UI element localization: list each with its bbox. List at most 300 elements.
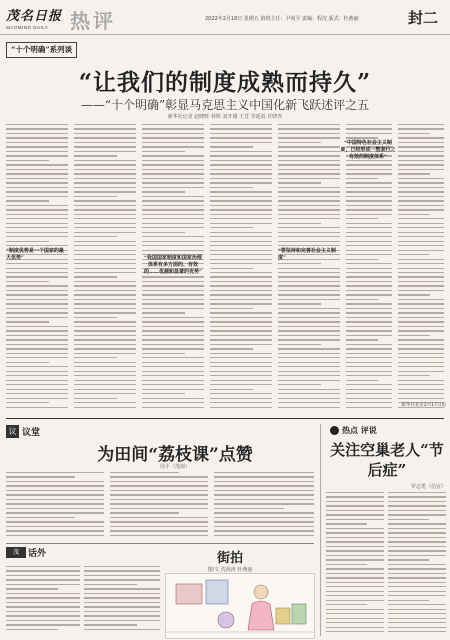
text-line — [84, 584, 137, 585]
text-line — [6, 241, 49, 242]
text-line — [388, 523, 446, 524]
text-line — [74, 173, 136, 174]
text-line — [398, 146, 444, 147]
text-line — [84, 579, 160, 580]
text-line — [210, 146, 253, 147]
text-line — [6, 124, 68, 125]
text-line — [326, 582, 384, 583]
text-line — [6, 276, 68, 277]
text-line — [6, 290, 68, 291]
text-line — [6, 579, 80, 580]
text-line — [388, 600, 429, 601]
text-line — [142, 191, 185, 192]
text-line — [6, 227, 68, 228]
text-line — [398, 357, 444, 358]
text-line — [210, 137, 272, 138]
text-line — [210, 371, 272, 372]
text-line — [346, 371, 392, 372]
text-line — [398, 151, 444, 152]
text-line — [388, 591, 446, 592]
text-line — [6, 209, 68, 210]
text-line — [74, 335, 136, 336]
text-line — [142, 173, 204, 174]
series-tag: “十个明确”系列谈 — [6, 42, 77, 58]
text-line — [142, 218, 204, 219]
text-line — [110, 490, 208, 491]
text-line — [6, 263, 68, 264]
text-line — [74, 348, 136, 349]
text-line — [210, 272, 272, 273]
text-line — [210, 218, 272, 219]
text-line — [346, 290, 392, 291]
text-line — [346, 232, 392, 233]
text-line — [142, 182, 204, 183]
text-line — [326, 559, 384, 560]
text-line — [142, 353, 185, 354]
text-line — [398, 321, 444, 322]
text-line — [74, 263, 136, 264]
text-line — [210, 330, 272, 331]
text-line — [84, 624, 137, 625]
text-line — [142, 389, 204, 390]
text-line — [388, 541, 446, 542]
text-line — [142, 200, 204, 201]
text-line — [74, 357, 117, 358]
text-line — [74, 178, 136, 179]
text-line — [142, 375, 204, 376]
text-line — [210, 151, 272, 152]
text-line — [142, 362, 204, 363]
text-line — [398, 250, 444, 251]
text-line — [142, 371, 204, 372]
text-line — [210, 384, 272, 385]
text-line — [210, 303, 272, 304]
text-line — [74, 151, 136, 152]
text-line — [74, 326, 136, 327]
text-line — [346, 330, 392, 331]
text-line — [278, 164, 340, 165]
text-line — [74, 232, 136, 233]
text-line — [388, 496, 446, 497]
text-line — [398, 178, 444, 179]
text-line — [6, 285, 68, 286]
text-line — [398, 290, 444, 291]
text-line — [346, 196, 392, 197]
text-line — [346, 348, 392, 349]
text-line — [6, 160, 49, 161]
text-line — [210, 209, 272, 210]
text-line — [346, 344, 392, 345]
text-line — [278, 276, 340, 277]
text-line — [214, 526, 314, 527]
text-line — [210, 357, 272, 358]
text-line — [388, 568, 446, 569]
text-line — [6, 196, 68, 197]
text-line — [346, 281, 392, 282]
text-line — [210, 173, 272, 174]
text-line — [74, 124, 136, 125]
opinion-icon: 议 — [6, 425, 19, 438]
text-line — [74, 137, 136, 138]
text-line — [74, 268, 136, 269]
text-line — [278, 317, 340, 318]
text-line — [326, 577, 384, 578]
text-line — [278, 245, 340, 246]
text-line — [346, 317, 392, 318]
text-line — [346, 218, 378, 219]
text-line — [346, 227, 392, 228]
text-line — [278, 384, 321, 385]
text-line — [74, 330, 136, 331]
text-line — [6, 272, 68, 273]
text-line — [74, 290, 136, 291]
text-line — [74, 218, 136, 219]
text-line — [142, 187, 204, 188]
text-line — [398, 160, 444, 161]
opinion-author: 周平（茂南） — [159, 464, 190, 470]
text-line — [346, 137, 378, 138]
text-line — [142, 232, 185, 233]
text-line — [346, 209, 392, 210]
hot-review-tag-label: 热点 评说 — [342, 424, 377, 435]
text-line — [6, 393, 68, 394]
text-line — [326, 537, 384, 538]
text-line — [74, 155, 117, 156]
text-line — [278, 344, 321, 345]
text-line — [142, 155, 204, 156]
side-column-tag — [6, 546, 46, 558]
article-byline: 新华社记者 赵晓辉 林晖 刘开雄 王晋 李延霞 许晓青 — [167, 114, 283, 120]
text-line — [74, 407, 136, 408]
newspaper-logo — [6, 5, 64, 31]
text-line — [398, 308, 444, 309]
text-line — [398, 196, 444, 197]
text-line — [210, 133, 272, 134]
text-line — [214, 481, 314, 482]
text-line — [6, 182, 68, 183]
text-line — [142, 317, 204, 318]
text-line — [210, 155, 272, 156]
text-line — [142, 294, 204, 295]
text-line — [346, 191, 392, 192]
text-line — [74, 182, 136, 183]
text-line — [210, 281, 272, 282]
text-line — [6, 384, 68, 385]
text-line — [398, 393, 444, 394]
text-line — [346, 308, 392, 309]
opinion-headline: 为田间“荔枝课”点赞 — [97, 445, 253, 465]
text-line — [142, 290, 204, 291]
text-line — [326, 555, 384, 556]
text-line — [6, 214, 68, 215]
text-line — [398, 299, 444, 300]
text-line — [210, 191, 272, 192]
text-line — [214, 503, 314, 504]
text-line — [110, 530, 208, 531]
text-line — [398, 344, 444, 345]
text-line — [278, 205, 340, 206]
text-line — [6, 303, 68, 304]
text-line — [346, 173, 392, 174]
text-line — [6, 312, 68, 313]
text-line — [326, 586, 384, 587]
text-line — [210, 142, 272, 143]
text-line — [74, 312, 136, 313]
text-line — [142, 308, 204, 309]
text-line — [142, 303, 204, 304]
text-line — [346, 380, 378, 381]
text-line — [6, 218, 68, 219]
text-line — [74, 299, 136, 300]
text-line — [278, 160, 340, 161]
text-line — [398, 281, 444, 282]
text-line — [6, 508, 104, 509]
text-line — [210, 169, 272, 170]
text-line — [6, 398, 68, 399]
text-line — [210, 326, 272, 327]
text-line — [74, 384, 136, 385]
text-line — [214, 521, 314, 522]
text-line — [142, 285, 204, 286]
text-line — [6, 521, 104, 522]
text-line — [278, 380, 340, 381]
text-line — [110, 503, 208, 504]
text-line — [388, 550, 446, 551]
article-column-2 — [74, 124, 136, 414]
text-line — [6, 339, 68, 340]
text-line — [214, 535, 314, 536]
side-column-icon: 茂 — [6, 547, 26, 558]
text-line — [278, 326, 340, 327]
text-line — [278, 200, 340, 201]
text-line — [346, 263, 392, 264]
text-block — [6, 472, 104, 536]
text-line — [278, 133, 340, 134]
pull-quote: “我国国家制度和国家治理体系有多方面的、有效的……优越和显著的优势” — [144, 255, 202, 275]
text-line — [326, 505, 384, 506]
text-line — [278, 353, 340, 354]
text-line — [142, 357, 204, 358]
text-line — [326, 622, 384, 623]
section-divider — [6, 543, 314, 544]
paper-name: 茂名日报 — [6, 9, 63, 24]
text-line — [326, 568, 384, 569]
hot-review-column-1 — [326, 492, 384, 636]
text-line — [346, 321, 392, 322]
text-line — [398, 214, 430, 215]
text-line — [214, 472, 314, 473]
text-line — [398, 389, 444, 390]
text-line — [398, 124, 444, 125]
text-line — [142, 151, 185, 152]
text-line — [210, 182, 272, 183]
text-line — [326, 546, 384, 547]
text-line — [278, 335, 340, 336]
text-line — [110, 517, 208, 518]
text-line — [74, 375, 136, 376]
text-line — [6, 584, 80, 585]
text-line — [388, 613, 446, 614]
text-line — [278, 128, 340, 129]
text-line — [346, 133, 392, 134]
text-line — [346, 223, 392, 224]
photo-credit: 图/文 沈海涛 杜燕丽 — [207, 567, 253, 573]
text-line — [388, 618, 446, 619]
text-line — [142, 299, 204, 300]
text-line — [84, 575, 160, 576]
text-line — [210, 124, 272, 125]
text-line — [6, 597, 80, 598]
text-line — [346, 389, 392, 390]
text-line — [142, 214, 204, 215]
text-line — [326, 564, 367, 565]
text-line — [388, 510, 446, 511]
text-line — [388, 559, 429, 560]
text-line — [6, 191, 68, 192]
text-line — [398, 268, 444, 269]
text-line — [210, 232, 272, 233]
text-line — [346, 254, 392, 255]
text-line — [84, 611, 160, 612]
text-line — [142, 281, 204, 282]
text-line — [6, 407, 68, 408]
text-line — [6, 366, 68, 367]
text-line — [6, 173, 68, 174]
text-line — [346, 312, 392, 313]
article-column-5 — [278, 124, 340, 414]
text-line — [278, 151, 340, 152]
text-line — [6, 169, 68, 170]
text-line — [142, 169, 204, 170]
text-line — [388, 519, 429, 520]
side-column-2 — [84, 566, 160, 636]
text-line — [74, 393, 136, 394]
text-block — [326, 492, 384, 632]
text-line — [74, 254, 136, 255]
text-line — [210, 196, 272, 197]
text-line — [398, 353, 444, 354]
text-line — [210, 335, 272, 336]
text-line — [346, 339, 378, 340]
text-line — [142, 164, 204, 165]
text-line — [6, 223, 68, 224]
text-line — [346, 259, 378, 260]
text-line — [214, 485, 314, 486]
text-line — [214, 490, 314, 491]
text-line — [346, 236, 392, 237]
text-line — [278, 218, 340, 219]
text-line — [84, 593, 160, 594]
text-line — [346, 124, 392, 125]
text-line — [210, 250, 272, 251]
text-line — [142, 366, 204, 367]
text-line — [6, 348, 68, 349]
text-line — [74, 398, 117, 399]
text-line — [326, 613, 384, 614]
page-label: 封二 — [408, 9, 439, 27]
text-line — [6, 380, 68, 381]
text-line — [398, 254, 430, 255]
text-line — [142, 407, 204, 408]
text-line — [84, 570, 160, 571]
text-line — [6, 472, 104, 473]
text-block — [84, 566, 160, 630]
text-line — [142, 142, 204, 143]
text-line — [210, 348, 253, 349]
text-line — [6, 611, 80, 612]
text-line — [278, 241, 340, 242]
text-line — [6, 299, 68, 300]
text-line — [142, 205, 204, 206]
text-line — [326, 595, 384, 596]
text-line — [6, 205, 68, 206]
text-line — [346, 362, 392, 363]
text-line — [278, 339, 340, 340]
text-line — [214, 476, 314, 477]
text-line — [6, 530, 104, 531]
text-line — [74, 281, 136, 282]
text-line — [398, 223, 444, 224]
text-line — [110, 521, 208, 522]
text-line — [278, 398, 340, 399]
cartoon-illustration — [165, 573, 315, 639]
text-line — [142, 128, 204, 129]
text-line — [398, 182, 444, 183]
text-line — [326, 618, 384, 619]
text-line — [6, 499, 104, 500]
text-line — [6, 375, 68, 376]
text-line — [210, 339, 272, 340]
text-line — [142, 137, 204, 138]
text-line — [6, 200, 49, 201]
hot-review-author: 罗志勇（信宜） — [410, 484, 446, 490]
text-line — [326, 532, 384, 533]
text-line — [346, 303, 392, 304]
text-line — [388, 528, 446, 529]
text-block — [398, 124, 444, 408]
text-line — [74, 285, 136, 286]
text-line — [398, 380, 444, 381]
text-line — [326, 523, 367, 524]
text-line — [278, 137, 340, 138]
text-line — [6, 357, 68, 358]
text-line — [74, 169, 136, 170]
text-line — [278, 214, 340, 215]
text-line — [84, 588, 160, 589]
article-column-7 — [398, 124, 444, 414]
text-line — [6, 476, 75, 477]
text-line — [398, 312, 444, 313]
text-line — [74, 344, 136, 345]
text-line — [326, 600, 384, 601]
text-line — [6, 151, 68, 152]
text-line — [326, 573, 384, 574]
text-line — [6, 133, 68, 134]
text-line — [398, 236, 444, 237]
text-line — [142, 402, 204, 403]
text-line — [142, 209, 204, 210]
text-line — [278, 290, 340, 291]
text-line — [346, 178, 378, 179]
text-line — [388, 532, 446, 533]
text-line — [110, 476, 208, 477]
text-line — [326, 496, 384, 497]
text-line — [210, 276, 272, 277]
text-line — [6, 128, 68, 129]
text-line — [6, 137, 68, 138]
opinion-column-1 — [6, 472, 104, 542]
text-line — [398, 241, 444, 242]
